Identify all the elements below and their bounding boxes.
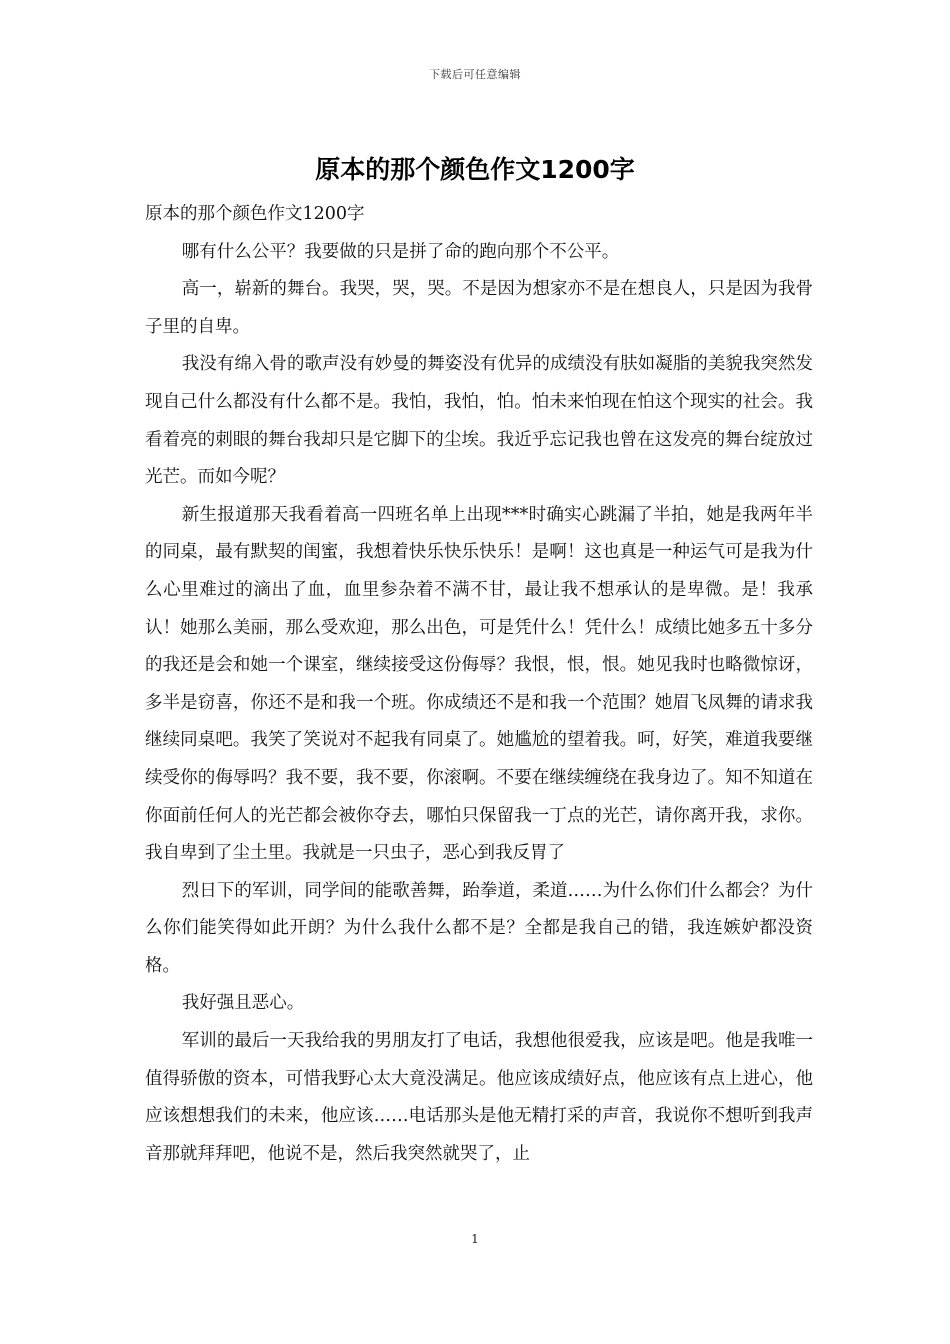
paragraph-2: 高一，崭新的舞台。我哭，哭，哭。不是因为想家亦不是在想良人，只是因为我骨子里的自卑。 [145,279,813,337]
header-note: 下载后可任意编辑 [429,68,521,81]
paragraph-1: 哪有什么公平？我要做的只是拼了命的跑向那个不公平。 [181,241,620,262]
page-number: 1 [471,1232,479,1246]
paragraph-6: 我好强且恶心。 [181,993,305,1014]
paragraph-4: 新生报道那天我看着高一四班名单上出现***时确实心跳漏了半拍，她是我两年半的同桌，最有默契的闺蜜，我想着快乐快乐快乐！是啊！这也真是一种运气可是我为什么心里难过的滴出了血，血里参杂着不满不甘，最让我不想承认的是卑微。是！我承认！她那么美丽，那么受欢迎，那么出色，可是凭什么！凭什么！成绩比她多五十多分的我还是会和她一个课室，继续接受这份侮辱？我恨，恨，恨。她见我时也略微惊讶，多半是窃喜，你还不是和我一个班。你成绩还不是和我一个范围？她眉飞凤舞的请求我继续同桌吧。我笑了笑说对不起我有同桌了。她尴尬的望着我。呵，好笑，难道我要继续受你的侮辱吗？我不要，我不要，你滚啊。不要在继续缠绕在我身边了。知不知道在你面前任何人的光芒都会被你夺去，哪怕只保留我一丁点的光芒，请你离开我，求你。我自卑到了尘土里。我就是一只虫子，恶心到我反胃了 [145,504,813,864]
document-subtitle: 原本的那个颜色作文1200字 [145,204,365,224]
paragraph-3: 我没有绵入骨的歌声没有妙曼的舞姿没有优异的成绩没有肤如凝脂的美貌我突然发现自己什么都没有什么都不是。我怕，我怕，怕。怕未来怕现在怕这个现实的社会。我看着亮的刺眼的舞台我却只是它脚下的尘埃。我近乎忘记我也曾在这发亮的舞台绽放过光芒。而如今呢？ [145,354,813,488]
paragraph-5: 烈日下的军训，同学间的能歌善舞，跆拳道，柔道……为什么你们什么都会？为什么你们能笑得如此开朗？为什么我什么都不是？全都是我自己的错，我连嫉妒都没资格。 [145,880,813,976]
document-title: 原本的那个颜色作文1200字 [315,155,635,184]
paragraph-7: 军训的最后一天我给我的男朋友打了电话，我想他很爱我，应该是吧。他是我唯一值得骄傲的资本，可惜我野心太大竟没满足。他应该成绩好点，他应该有点上进心，他应该想想我们的未来，他应该……电话那头是他无精打采的声音，我说你不想听到我声音那就拜拜吧，他说不是，然后我突然就哭了，止 [145,1031,813,1164]
document-body [145,196,813,1173]
